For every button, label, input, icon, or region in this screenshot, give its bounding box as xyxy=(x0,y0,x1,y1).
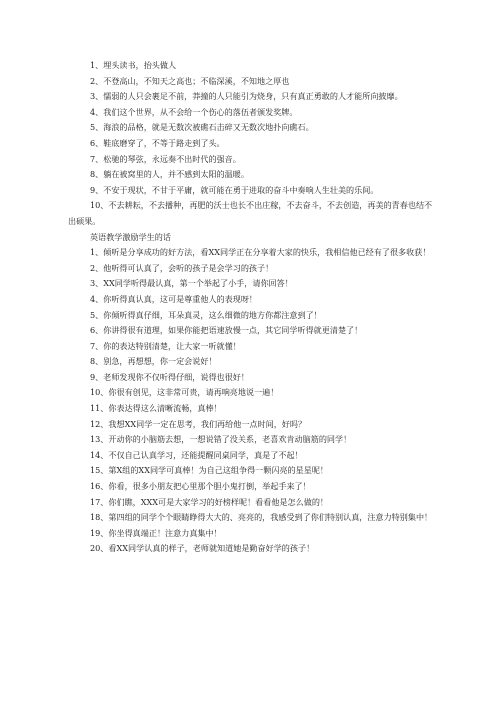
list-item: 10、你很有创见，这非常可贵，请再响亮地说一遍！ xyxy=(90,387,279,398)
list-item: 13、开动你的小脑筋去想，一想说错了没关系，老喜欢肯动脑筋的同学！ xyxy=(90,434,352,445)
list-item: 4、我们这个世界，从不会给一个伤心的落伍者颁发奖牌。 xyxy=(90,106,298,117)
encouragement-list xyxy=(68,245,438,557)
list-item: 9、老师发现你不仅听得仔细，说得也很好！ xyxy=(90,371,249,382)
list-item: 2、不登高山，不知天之高也；不临深溪，不知地之厚也 xyxy=(90,75,290,86)
list-item: 1、倾听是分享成功的好方法，看XX同学正在分享着大家的快乐，我相信他已经有了很多收获！ xyxy=(90,247,431,258)
list-item: 16、你看，很多小朋友把心里那个胆小鬼打倒，举起手来了！ xyxy=(90,481,311,492)
list-item: 10、不去耕耘，不去播种，再肥的沃士也长不出庄稼，不去奋斗，不去创造，再美的青春也结不出硕果。 xyxy=(68,200,433,226)
motto-list xyxy=(68,58,438,230)
document-body xyxy=(68,58,438,557)
list-item: 3、懦弱的人只会裹足不前，莽撞的人只能引为烧身，只有真正勇敢的人才能所向披靡。 xyxy=(90,91,403,102)
list-item: 2、他听得可认真了，会听的孩子是会学习的孩子！ xyxy=(90,262,274,273)
list-item: 8、别急，再想想，你一定会说好！ xyxy=(90,356,217,367)
list-item: 4、你听得真认真，这可是尊重他人的表现呀！ xyxy=(90,293,258,304)
list-item: 3、XX同学听得最认真，第一个举起了小手，请你回答！ xyxy=(90,278,293,289)
list-item: 18、第四组的同学个个眼睛睁得大大的、亮亮的，我感受到了你们特别认真，注意力特别集中！ xyxy=(90,512,433,523)
list-item: 7、你的表达特别清楚，让大家一听就懂！ xyxy=(90,340,241,351)
list-item: 6、你讲得很有道理，如果你能把语速放慢一点，其它同学听得就更清楚了！ xyxy=(90,325,363,336)
list-item: 6、鞋底磨穿了，不等于路走到了头。 xyxy=(90,137,225,148)
list-item: 1、埋头读书，抬头做人 xyxy=(90,60,177,70)
list-item: 8、躺在被窝里的人，并不感到太阳的温暖。 xyxy=(90,169,249,180)
list-item: 20、看XX同学认真的样子，老师就知道她是勤奋好学的孩子！ xyxy=(90,543,315,554)
list-item: 7、松驰的琴弦，永远奏不出时代的强音。 xyxy=(90,153,241,164)
list-item: 11、你表达得这么清晰流畅，真棒！ xyxy=(90,403,222,414)
list-item: 9、不安于现状，不甘于平庸，就可能在勇于进取的奋斗中奏响人生壮美的乐间。 xyxy=(90,184,379,195)
list-item: 5、海浪的品格，就是无数次被礁石击碎又无数次地扑向礁石。 xyxy=(90,122,314,133)
section-heading: 英语教学激励学生的话 xyxy=(90,231,171,242)
list-item: 15、第X组的XX同学可真棒！为自己这组争得一颗闪亮的星星呢！ xyxy=(90,465,329,476)
list-item: 19、你坐得真端正！注意力真集中！ xyxy=(90,527,222,538)
list-item: 14、不仅自己认真学习，还能提醒同桌同学，真是了不起！ xyxy=(90,449,303,460)
list-item: 12、我想XX同学一定在思考，我们再给他一点时间，好吗？ xyxy=(90,418,307,429)
list-item: 5、你倾听得真仔细，耳朵真灵，这么细微的地方你都注意到了！ xyxy=(90,309,322,320)
list-item: 17、你们瞧，XXX可是大家学习的好榜样呢！看看他是怎么做的！ xyxy=(90,496,329,507)
